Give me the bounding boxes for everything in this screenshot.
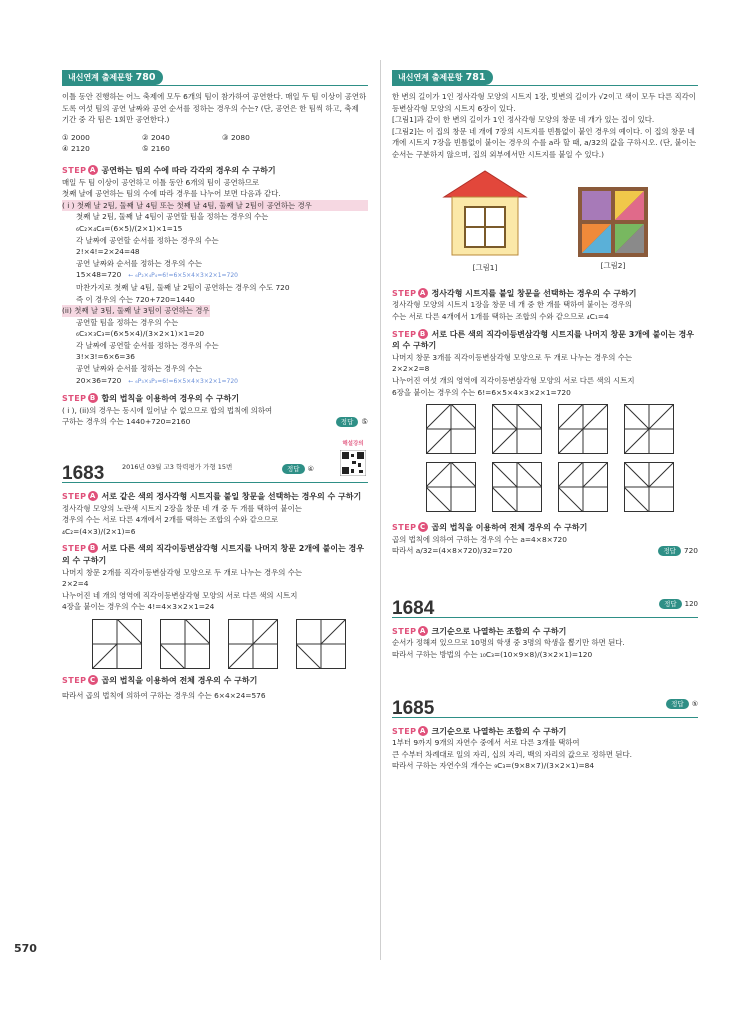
choice: ① 2000 <box>62 132 90 142</box>
window-diagram <box>92 619 142 669</box>
answer-value: ⑤ <box>691 700 698 709</box>
window-sheet-icon <box>578 187 648 257</box>
text-line: 공연 날짜와 순서를 정하는 경우의 수는 <box>76 364 202 374</box>
case-heading: ( i ) 첫째 날 2팀, 둘째 날 4팀 또는 첫째 날 4팀, 둘째 날 2팀이 공연하는 경우 <box>62 200 368 212</box>
problem-number: 1683 <box>62 463 105 485</box>
window-diagram <box>426 404 476 454</box>
answer-badge: 정답 <box>659 599 682 609</box>
answer-value: 120 <box>684 600 698 609</box>
answer <box>659 599 698 611</box>
case-2-body <box>62 317 368 388</box>
problem-number: 1684 <box>392 598 435 620</box>
column-divider <box>380 60 381 960</box>
qr-code[interactable] <box>340 439 366 480</box>
case-1-body <box>62 211 368 305</box>
text-line: 나머지 창문 2개를 직각이등변삼각형 모양으로 두 개로 나누는 경우의 수는 <box>62 567 303 577</box>
text-line: 4장을 붙이는 경우의 수는 4!=4×3×2×1=24 <box>62 602 215 612</box>
formula: ₆C₂×₄C₄=(6×5)/(2×1)×1=15 <box>76 223 183 233</box>
right-column <box>392 70 698 772</box>
text-line: 정사각형 모양의 노란색 시트지 2장을 창문 네 개 중 두 개를 택하여 붙이는 <box>62 503 302 513</box>
text-line: 순서가 정해져 있으므로 10명의 학생 중 3명의 학생을 뽑기만 하면 된다. <box>392 638 625 648</box>
step-a-heading: STEP A 정사각형 시트지를 붙일 창문을 선택하는 경우의 수 구하기 <box>392 288 637 298</box>
choices <box>62 132 302 155</box>
side-note: ← ₆P₃×₃P₃=6!=6×5×4×3×2×1=720 <box>128 377 238 385</box>
text-line: 1부터 9까지 9개의 자연수 중에서 서로 다른 3개를 택하여 <box>392 738 580 748</box>
answer-badge: 정답 <box>666 699 689 709</box>
choice: ⑤ 2160 <box>142 144 170 154</box>
step-c-heading: STEP C 곱의 법칙을 이용하여 전체 경우의 수 구하기 <box>392 523 588 533</box>
question-text: [그림1]과 같이 한 변의 길이가 1인 정사각형 모양의 창문 네 개가 있는 집이 있다. <box>392 115 655 125</box>
text-line: 큰 수부터 차례대로 일의 자리, 십의 자리, 백의 자리의 값으로 정하면 된다. <box>392 749 632 759</box>
answer-value: 720 <box>683 546 698 556</box>
formula: ₄C₂=(4×3)/(2×1)=6 <box>62 526 136 536</box>
left-column <box>62 70 368 701</box>
window-diagram <box>492 404 542 454</box>
text-line: ( i ), (ii)의 경우는 동시에 일어날 수 없으므로 합의 법칙에 의하여 <box>62 405 273 415</box>
side-note: ← ₆P₂×₄P₄=6!=6×5×4×3×2×1=720 <box>128 272 238 280</box>
formula: 2!×4!=2×24=48 <box>76 247 140 257</box>
window-diagram <box>624 404 674 454</box>
formula-with-note: 15×48=720 ← ₆P₂×₄P₄=6!=6×5×4×3×2×1=720 <box>76 270 238 280</box>
text-line: 수는 서로 다른 4개에서 1개를 택하는 조합의 수와 같으므로 ₄C₁=4 <box>392 311 609 321</box>
window-diagram <box>296 619 346 669</box>
text-line: 6장을 붙이는 경우의 수는 6!=6×5×4×3×2×1=720 <box>392 387 571 397</box>
formula-with-note: 20×36=720 ← ₆P₃×₃P₃=6!=6×5×4×3×2×1=720 <box>76 375 238 385</box>
formula: 따라서 구하는 자연수의 개수는 ₉C₃=(9×8×7)/(3×2×1)=84 <box>392 761 595 771</box>
choice: ④ 2120 <box>62 144 90 154</box>
case-heading: (ii) 첫째 날 3팀, 둘째 날 3팀이 공연하는 경우 <box>62 306 210 316</box>
answer <box>282 464 314 476</box>
text-line: 나머지 창문 3개를 직각이등변삼각형 모양으로 두 개로 나누는 경우의 수는 <box>392 352 633 362</box>
window-split-diagrams <box>92 619 368 669</box>
window-diagram <box>426 462 476 512</box>
window-diagram <box>624 462 674 512</box>
text-line: 마찬가지로 첫째 날 4팀, 둘째 날 2팀이 공연하는 경우의 수도 720 <box>76 282 290 292</box>
figure-caption: [그림1] <box>472 263 498 273</box>
text-line: 첫째 날 2팀, 둘째 날 4팀이 공연할 팀을 정하는 경우의 수는 <box>76 212 269 222</box>
house-icon <box>440 169 530 259</box>
problem-1683-header <box>62 440 368 485</box>
text-line: 나누어진 여섯 개의 영역에 직각이등변삼각형 모양의 서로 다른 색의 시트지 <box>392 375 635 385</box>
formula: 따라서 구하는 방법의 수는 ₁₀C₃=(10×9×8)/(3×2×1)=120 <box>392 650 593 660</box>
answer <box>666 699 698 711</box>
window-split-diagrams <box>426 404 698 512</box>
step-c-heading: STEP C 곱의 법칙을 이용하여 전체 경우의 수 구하기 <box>62 675 258 685</box>
qr-icon <box>340 450 366 476</box>
formula: ₆C₃×₃C₃=(6×5×4)/(3×2×1)×1=20 <box>76 329 205 339</box>
formula: 2×2×2=8 <box>392 364 430 374</box>
problem-tag: 내신연계 출제문항 780 <box>62 70 163 85</box>
figure-2 <box>578 169 648 274</box>
window-diagram <box>492 462 542 512</box>
formula: 2×2=4 <box>62 579 89 589</box>
step-b-heading: STEP B 합의 법칙을 이용하여 경우의 수 구하기 <box>62 394 240 404</box>
window-diagram <box>228 619 278 669</box>
page-number: 570 <box>14 942 37 955</box>
question-text: [그림2]는 이 집의 창문 네 개에 7장의 시트지를 빈틈없이 붙인 경우의 예이다. 이 집의 창문 네 개에 시트지 7장을 빈틈없이 붙이는 경우의 수를 a라 할 때, a/32의 값을 구하시오. (단, 붙이는 순서는 구분하지 않으며, 집의 외부에서만 시트지를 붙일 수 있다.) <box>392 126 697 159</box>
text-line-with-answer: 따라서 a/32=(4×8×720)/32=720 정답 720 <box>392 546 698 556</box>
problem-1685-header <box>392 683 698 718</box>
text-line: 공연할 팀을 정하는 경우의 수는 <box>76 317 179 327</box>
step-a-heading: STEP A 공연하는 팀의 수에 따라 각각의 경우의 수 구하기 <box>62 165 276 175</box>
problem-781-header <box>392 70 698 86</box>
step-a-heading: STEP A 서로 같은 색의 정사각형 시트지를 붙일 창문을 선택하는 경우의 수 구하기 <box>62 492 362 502</box>
text-line: 공연 날짜와 순서를 정하는 경우의 수는 <box>76 258 202 268</box>
formula: 3!×3!=6×6=36 <box>76 352 135 362</box>
window-diagram <box>558 462 608 512</box>
text-line: 각 날짜에 공연할 순서를 정하는 경우의 수는 <box>76 340 219 350</box>
answer-badge: 정답 <box>658 546 681 556</box>
figure-1 <box>440 169 530 274</box>
text-line: 매일 두 팀 이상이 공연하고 이틀 동안 6개의 팀이 공연하므로 <box>62 177 260 187</box>
window-diagram <box>558 404 608 454</box>
problem-780-header <box>62 70 368 86</box>
step-b-heading: STEP B 서로 다른 색의 직각이등변삼각형 시트지를 나머지 창문 2개에 붙이는 경우의 수 구하기 <box>62 544 365 565</box>
qr-label: 해설강의 <box>342 440 364 447</box>
question-text: 이틀 동안 진행하는 어느 축제에 모두 6개의 팀이 참가하여 공연한다. 매일 두 팀 이상이 공연하도록 여섯 팀의 공연 날짜와 공연 순서를 정하는 경우의 수는? (단, 공연은 한 팀씩 하고, 축제 기간 중 각 팀은 1회만 공연한다.) <box>62 92 367 125</box>
figures <box>440 169 698 274</box>
text-line: 즉 이 경우의 수는 720+720=1440 <box>76 294 195 304</box>
answer-badge: 정답 <box>282 464 305 474</box>
answer-value: ⑤ <box>361 417 368 427</box>
text-line: 곱의 법칙에 의하여 구하는 경우의 수는 a=4×8×720 <box>392 534 567 544</box>
text-line: 첫째 날에 공연하는 팀의 수에 따라 경우를 나누어 보면 다음과 같다. <box>62 189 281 199</box>
step-b-heading: STEP B 서로 다른 색의 직각이등변삼각형 시트지를 나머지 창문 3개에 붙이는 경우의 수 구하기 <box>392 329 695 351</box>
text-line: 각 날짜에 공연할 순서를 정하는 경우의 수는 <box>76 235 219 245</box>
problem-tag: 내신연계 출제문항 781 <box>392 70 493 85</box>
question-text: 한 변의 길이가 1인 정사각형 모양의 시트지 1장, 빗변의 길이가 √2이고 색이 모두 다른 직각이등변삼각형 모양의 시트지 6장이 있다. <box>392 92 696 113</box>
window-diagram <box>160 619 210 669</box>
figure-caption: [그림2] <box>600 261 626 271</box>
text-line: 정사각형 모양의 시트지 1장을 창문 네 개 중 한 개를 택하여 붙이는 경우의 <box>392 300 632 310</box>
problem-source: 2016년 03월 고3 학력평가 가형 15번 <box>122 463 233 472</box>
problem-1684-header <box>392 583 698 618</box>
choice: ③ 2080 <box>222 132 250 142</box>
step-a-heading: STEP A 크기순으로 나열하는 조합의 수 구하기 <box>392 626 567 636</box>
text-line: 나누어진 네 개의 영역에 직각이등변삼각형 모양의 서로 다른 색의 시트지 <box>62 590 298 600</box>
text-line-with-answer: 구하는 경우의 수는 1440+720=2160 정답 ⑤ <box>62 417 368 427</box>
text-line: 경우의 수는 서로 다른 4개에서 2개를 택하는 조합의 수와 같으므로 <box>62 515 279 525</box>
choice: ② 2040 <box>142 132 170 142</box>
answer-badge: 정답 <box>336 417 359 427</box>
step-a-heading: STEP A 크기순으로 나열하는 조합의 수 구하기 <box>392 726 567 736</box>
text-line: 따라서 곱의 법칙에 의하여 구하는 경우의 수는 6×4×24=576 <box>62 690 266 700</box>
answer-value: ④ <box>307 465 314 474</box>
problem-number: 1685 <box>392 698 435 720</box>
